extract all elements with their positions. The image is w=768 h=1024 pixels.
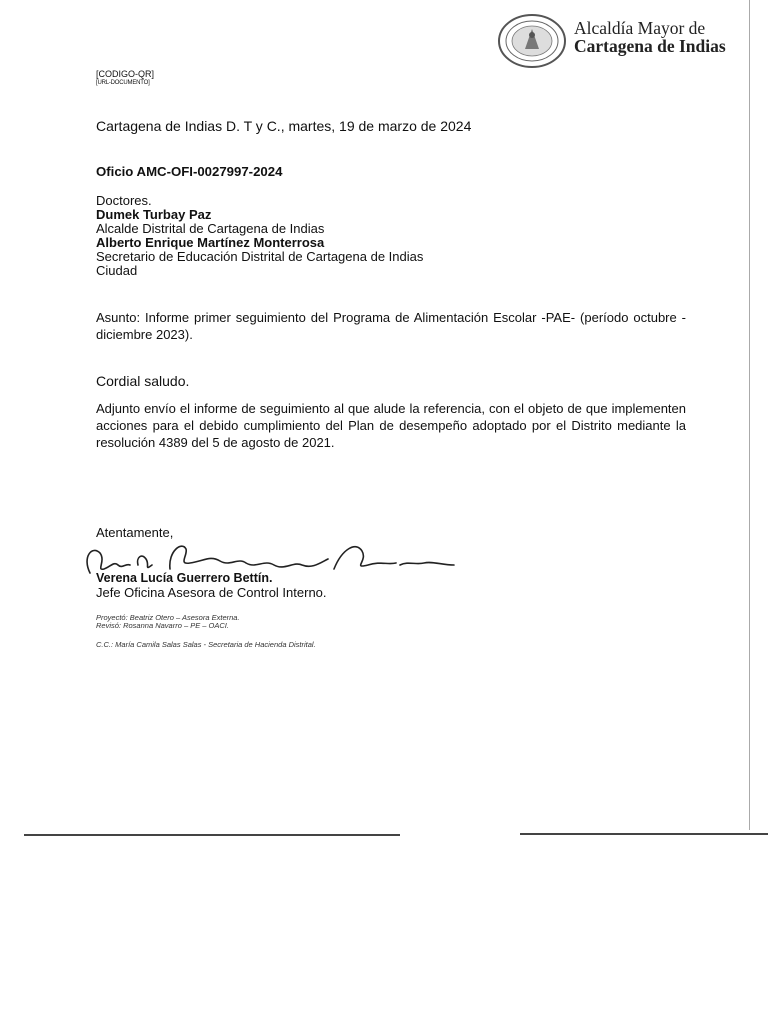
- recipient-role-2: Secretario de Educación Distrital de Cartagena de Indias: [96, 249, 424, 264]
- footer-rule-left: [24, 834, 400, 836]
- closing: Atentamente,: [96, 525, 174, 540]
- date-line: Cartagena de Indias D. T y C., martes, 19 de marzo de 2024: [96, 118, 472, 134]
- signer-name: Verena Lucía Guerrero Bettín.: [96, 571, 273, 585]
- qr-code-placeholder: [CODIGO-QR]: [96, 69, 154, 79]
- body-paragraph: Adjunto envío el informe de seguimiento al que alude la referencia, con el objeto de que implementen acciones para el debido cumplimiento del Plan de desempeño adoptado por el Distrito mediante la resolución 4389 del 5 de agosto de 2021.: [96, 401, 686, 450]
- subject-label: Asunto:: [96, 310, 141, 325]
- subject-text: Informe primer seguimiento del Programa de Alimentación Escolar -PAE- (período octubre - diciembre 2023).: [96, 310, 686, 342]
- url-document-placeholder: [URL-DOCUMENTO]: [96, 80, 150, 86]
- footnote-reviso: Revisó: Rosanna Navarro – PE – OACI.: [96, 621, 229, 630]
- footnote-proyecto: Proyectó: Beatriz Otero – Asesora Externa.: [96, 613, 240, 622]
- signer-role: Jefe Oficina Asesora de Control Interno.: [96, 585, 327, 600]
- recipient-name-2: Alberto Enrique Martínez Monterrosa: [96, 235, 325, 250]
- footnote-cc: C.C.: María Camila Salas Salas - Secretaria de Hacienda Distrital.: [96, 640, 316, 649]
- right-margin-rule: [749, 0, 750, 830]
- salutation: Doctores.: [96, 193, 152, 208]
- city-seal-logo: [497, 13, 567, 69]
- recipient-city: Ciudad: [96, 263, 138, 278]
- recipient-name-1: Dumek Turbay Paz: [96, 207, 212, 222]
- footer-rule-right: [520, 833, 768, 835]
- subject-paragraph: [96, 309, 686, 343]
- recipient-role-1: Alcalde Distrital de Cartagena de Indias: [96, 221, 325, 236]
- greeting: Cordial saludo.: [96, 373, 190, 389]
- brand-title-line2: Cartagena de Indias: [574, 36, 726, 56]
- brand-title-line1: Alcaldía Mayor de: [574, 18, 706, 38]
- oficio-number: Oficio AMC-OFI-0027997-2024: [96, 164, 283, 179]
